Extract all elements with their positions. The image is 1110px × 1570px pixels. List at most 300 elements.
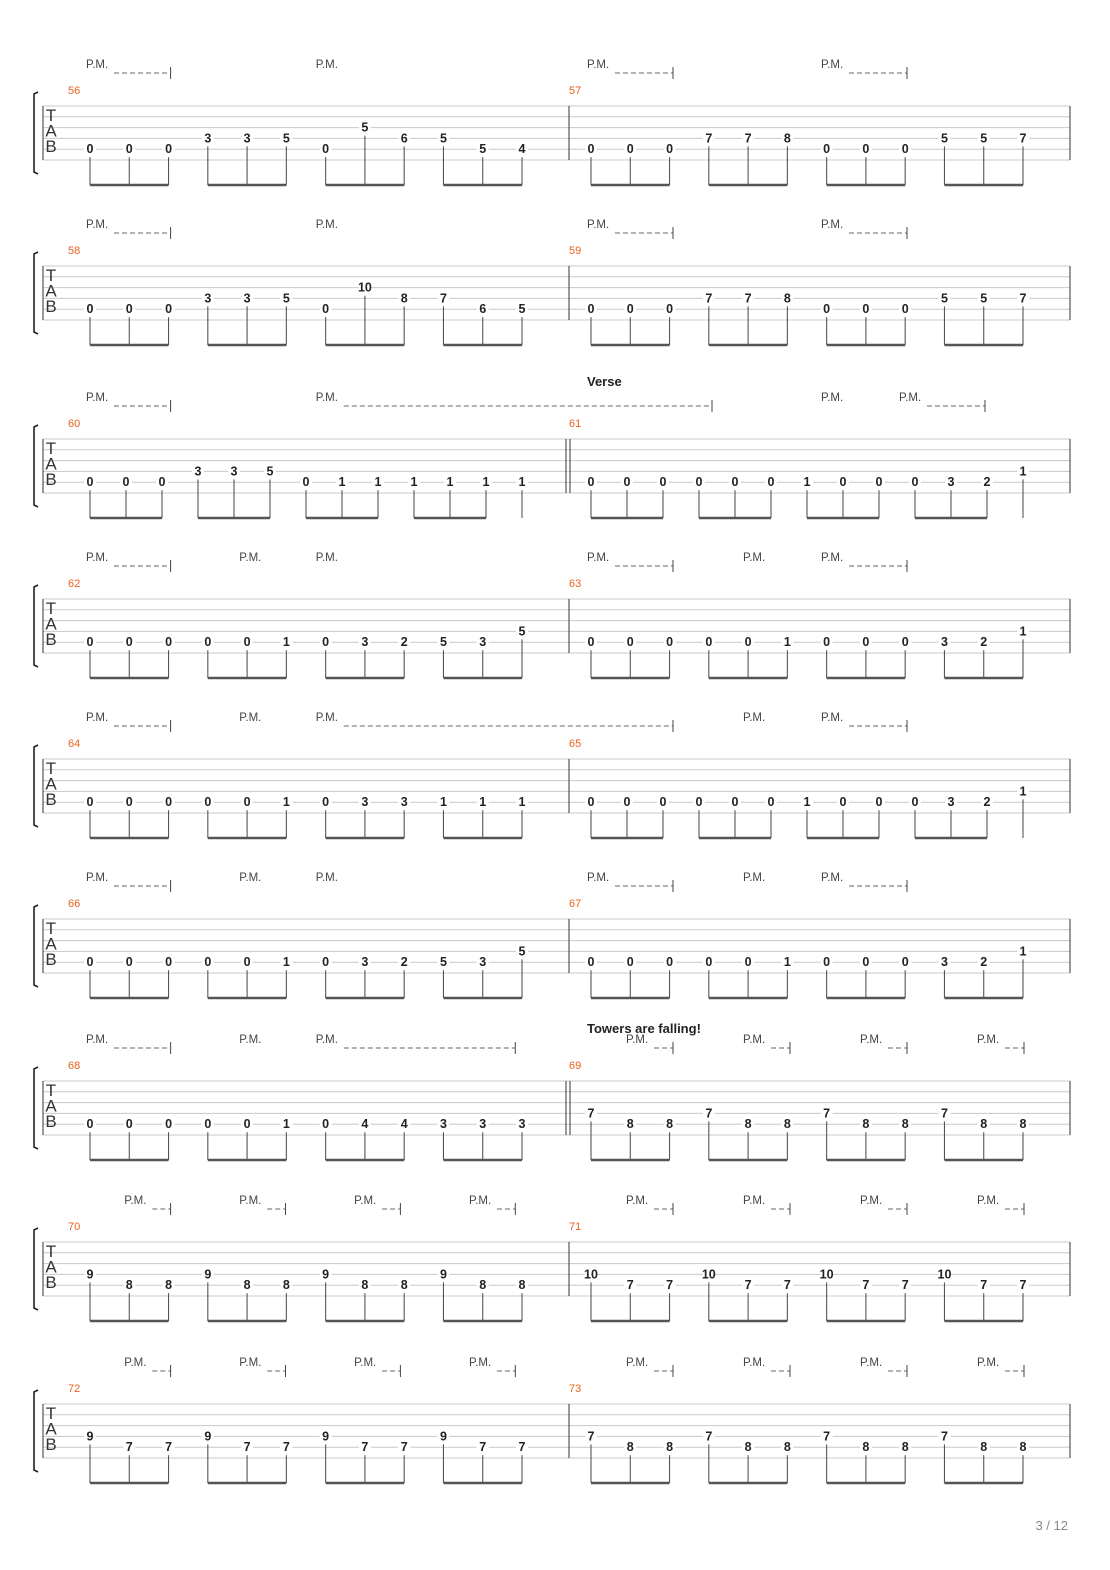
fret-number: 3 [479,955,487,970]
fret-number: 0 [322,1117,330,1132]
fret-number: 7 [705,1106,713,1121]
fret-number: 0 [911,795,919,810]
palm-mute-label: P.M. [239,552,262,564]
palm-mute-label: P.M. [587,219,610,231]
fret-number: 1 [1019,464,1027,479]
fret-number: 9 [439,1267,447,1282]
palm-mute-label: P.M. [315,392,338,404]
fret-number: 0 [626,142,634,157]
tab-clef-letter: B [45,137,57,156]
fret-number: 7 [744,291,752,306]
fret-number: 5 [266,464,274,479]
fret-number: 0 [165,302,173,317]
palm-mute-label: P.M. [821,219,844,231]
fret-number: 1 [439,795,447,810]
fret-number: 8 [1019,1117,1027,1132]
tab-clef-letter: T [45,759,57,778]
fret-number: 9 [86,1429,94,1444]
fret-number: 0 [823,302,831,317]
fret-number: 8 [518,1278,526,1293]
fret-number: 1 [518,475,526,490]
fret-number: 8 [666,1117,674,1132]
palm-mute-label: P.M. [354,1195,377,1207]
palm-mute-label: P.M. [977,1195,1000,1207]
palm-mute-label: P.M. [743,1034,766,1046]
fret-number: 2 [980,635,988,650]
fret-number: 1 [282,955,290,970]
fret-number: 5 [361,120,369,135]
fret-number: 0 [204,1117,212,1132]
fret-number: 3 [361,635,369,650]
fret-number: 7 [901,1278,909,1293]
fret-number: 7 [282,1440,290,1455]
section-marker: Towers are falling! [587,1021,701,1036]
fret-number: 0 [158,475,166,490]
fret-number: 7 [626,1278,634,1293]
tab-clef-letter: B [45,790,57,809]
fret-number: 7 [587,1429,595,1444]
fret-number: 7 [518,1440,526,1455]
fret-number: 0 [204,635,212,650]
fret-number: 0 [125,1117,133,1132]
fret-number: 0 [695,475,703,490]
fret-number: 5 [282,131,290,146]
fret-number: 1 [518,795,526,810]
fret-number: 0 [165,955,173,970]
fret-number: 5 [518,302,526,317]
fret-number: 0 [659,795,667,810]
staff-bracket [34,1390,38,1472]
palm-mute-label: P.M. [354,1357,377,1369]
fret-number: 0 [901,142,909,157]
fret-number: 8 [744,1440,752,1455]
fret-number: 0 [322,955,330,970]
tab-clef-letter: B [45,1112,57,1131]
tab-clef-letter: B [45,297,57,316]
tab-clef-letter: B [45,1435,57,1454]
palm-mute-label: P.M. [743,872,766,884]
fret-number: 8 [744,1117,752,1132]
fret-number: 1 [410,475,418,490]
fret-number: 0 [587,795,595,810]
fret-number: 0 [86,635,94,650]
fret-number: 7 [862,1278,870,1293]
fret-number: 0 [86,795,94,810]
palm-mute-label: P.M. [315,1034,338,1046]
fret-number: 8 [1019,1440,1027,1455]
palm-mute-label: P.M. [626,1034,649,1046]
palm-mute-label: P.M. [860,1357,883,1369]
palm-mute-label: P.M. [743,712,766,724]
fret-number: 0 [165,142,173,157]
fret-number: 0 [243,635,251,650]
tab-clef-letter: T [45,1081,57,1100]
fret-number: 0 [666,302,674,317]
palm-mute-label: P.M. [821,872,844,884]
fret-number: 7 [400,1440,408,1455]
fret-number: 5 [439,955,447,970]
fret-number: 1 [479,795,487,810]
fret-number: 0 [911,475,919,490]
fret-number: 0 [875,795,883,810]
palm-mute-label: P.M. [315,219,338,231]
fret-number: 0 [165,795,173,810]
palm-mute-label: P.M. [587,59,610,71]
fret-number: 0 [744,635,752,650]
fret-number: 1 [1019,624,1027,639]
tab-clef-letter: A [45,934,57,954]
fret-number: 1 [282,1117,290,1132]
fret-number: 2 [400,955,408,970]
fret-number: 0 [243,955,251,970]
fret-number: 1 [482,475,490,490]
fret-number: 5 [940,131,948,146]
fret-number: 7 [587,1106,595,1121]
fret-number: 7 [666,1278,674,1293]
palm-mute-label: P.M. [626,1195,649,1207]
palm-mute-label: P.M. [743,552,766,564]
tab-clef-letter: B [45,470,57,489]
measure-number: 70 [68,1221,81,1233]
fret-number: 0 [731,475,739,490]
measure-number: 69 [569,1060,582,1072]
fret-number: 0 [705,955,713,970]
palm-mute-label: P.M. [86,872,109,884]
palm-mute-label: P.M. [587,872,610,884]
fret-number: 3 [479,1117,487,1132]
tab-clef-letter: A [45,121,57,141]
fret-number: 8 [626,1440,634,1455]
fret-number: 0 [705,635,713,650]
palm-mute-label: P.M. [977,1357,1000,1369]
fret-number: 7 [361,1440,369,1455]
fret-number: 0 [587,955,595,970]
fret-number: 7 [243,1440,251,1455]
fret-number: 0 [767,795,775,810]
fret-number: 3 [194,464,202,479]
fret-number: 8 [400,1278,408,1293]
staff-bracket [34,745,38,827]
measure-number: 60 [68,418,81,430]
fret-number: 0 [587,635,595,650]
fret-number: 0 [587,475,595,490]
fret-number: 9 [322,1267,330,1282]
tab-clef-letter: A [45,1096,57,1116]
fret-number: 0 [243,795,251,810]
fret-number: 7 [1019,1278,1027,1293]
tab-clef-letter: B [45,950,57,969]
fret-number: 0 [587,142,595,157]
fret-number: 0 [875,475,883,490]
fret-number: 0 [862,302,870,317]
fret-number: 3 [361,795,369,810]
staff-bracket [34,905,38,987]
staff-bracket [34,1228,38,1310]
fret-number: 0 [86,1117,94,1132]
fret-number: 0 [86,475,94,490]
palm-mute-label: P.M. [821,712,844,724]
fret-number: 7 [1019,131,1027,146]
staff-bracket [34,425,38,507]
fret-number: 3 [204,291,212,306]
measure-number: 62 [68,578,81,590]
fret-number: 7 [479,1440,487,1455]
measure-number: 68 [68,1060,81,1072]
fret-number: 2 [983,475,991,490]
measure-number: 59 [569,245,582,257]
fret-number: 8 [400,291,408,306]
fret-number: 3 [204,131,212,146]
fret-number: 3 [479,635,487,650]
fret-number: 1 [1019,944,1027,959]
fret-number: 9 [439,1429,447,1444]
fret-number: 10 [819,1267,834,1282]
palm-mute-label: P.M. [124,1357,147,1369]
fret-number: 7 [165,1440,173,1455]
fret-number: 8 [901,1440,909,1455]
tab-clef-letter: A [45,614,57,634]
tab-clef-letter: A [45,454,57,474]
fret-number: 3 [400,795,408,810]
fret-number: 8 [479,1278,487,1293]
fret-number: 3 [947,795,955,810]
fret-number: 3 [940,635,948,650]
tab-clef-letter: T [45,106,57,125]
section-marker: Verse [587,374,622,389]
fret-number: 0 [767,475,775,490]
measure-number: 65 [569,738,582,750]
fret-number: 0 [125,795,133,810]
tab-clef-letter: A [45,281,57,301]
palm-mute-label: P.M. [315,59,338,71]
measure-number: 64 [68,738,81,750]
palm-mute-label: P.M. [124,1195,147,1207]
fret-number: 7 [940,1429,948,1444]
palm-mute-label: P.M. [315,712,338,724]
staff-bracket [34,585,38,667]
fret-number: 0 [666,635,674,650]
palm-mute-label: P.M. [86,552,109,564]
fret-number: 1 [803,795,811,810]
fret-number: 5 [980,131,988,146]
palm-mute-label: P.M. [743,1195,766,1207]
fret-number: 7 [705,1429,713,1444]
fret-number: 8 [980,1440,988,1455]
fret-number: 7 [940,1106,948,1121]
palm-mute-label: P.M. [239,1034,262,1046]
staff-bracket [34,1067,38,1149]
fret-number: 5 [940,291,948,306]
fret-number: 8 [980,1117,988,1132]
fret-number: 3 [518,1117,526,1132]
fret-number: 3 [439,1117,447,1132]
fret-number: 7 [744,1278,752,1293]
fret-number: 0 [322,795,330,810]
measure-number: 66 [68,898,81,910]
fret-number: 8 [165,1278,173,1293]
palm-mute-label: P.M. [469,1357,492,1369]
fret-number: 0 [823,635,831,650]
fret-number: 1 [338,475,346,490]
fret-number: 3 [243,291,251,306]
fret-number: 1 [783,955,791,970]
fret-number: 3 [243,131,251,146]
fret-number: 0 [744,955,752,970]
fret-number: 5 [282,291,290,306]
fret-number: 7 [439,291,447,306]
fret-number: 0 [125,635,133,650]
fret-number: 0 [901,955,909,970]
fret-number: 5 [980,291,988,306]
palm-mute-label: P.M. [86,219,109,231]
fret-number: 9 [204,1267,212,1282]
palm-mute-label: P.M. [860,1195,883,1207]
fret-number: 10 [357,280,372,295]
fret-number: 7 [823,1106,831,1121]
fret-number: 1 [803,475,811,490]
fret-number: 0 [623,475,631,490]
fret-number: 2 [980,955,988,970]
fret-number: 0 [322,142,330,157]
fret-number: 7 [125,1440,133,1455]
palm-mute-label: P.M. [239,872,262,884]
fret-number: 0 [839,475,847,490]
measure-number: 63 [569,578,582,590]
palm-mute-label: P.M. [977,1034,1000,1046]
fret-number: 0 [204,955,212,970]
fret-number: 9 [322,1429,330,1444]
palm-mute-label: P.M. [239,712,262,724]
fret-number: 8 [361,1278,369,1293]
tab-clef-letter: B [45,1273,57,1292]
fret-number: 3 [230,464,238,479]
fret-number: 7 [1019,291,1027,306]
fret-number: 0 [125,302,133,317]
palm-mute-label: P.M. [860,1034,883,1046]
fret-number: 7 [783,1278,791,1293]
fret-number: 0 [626,955,634,970]
fret-number: 5 [439,131,447,146]
palm-mute-label: P.M. [86,59,109,71]
fret-number: 0 [623,795,631,810]
tab-clef-letter: T [45,439,57,458]
fret-number: 1 [446,475,454,490]
tab-clef-letter: A [45,1419,57,1439]
fret-number: 7 [744,131,752,146]
fret-number: 10 [937,1267,952,1282]
fret-number: 0 [901,302,909,317]
palm-mute-label: P.M. [239,1357,262,1369]
fret-number: 9 [86,1267,94,1282]
fret-number: 8 [862,1440,870,1455]
palm-mute-label: P.M. [86,712,109,724]
fret-number: 0 [322,302,330,317]
fret-number: 0 [204,795,212,810]
tab-clef-letter: B [45,630,57,649]
fret-number: 8 [901,1117,909,1132]
fret-number: 0 [86,142,94,157]
fret-number: 3 [361,955,369,970]
palm-mute-label: P.M. [899,392,922,404]
fret-number: 0 [695,795,703,810]
fret-number: 0 [823,955,831,970]
palm-mute-label: P.M. [743,1357,766,1369]
fret-number: 2 [983,795,991,810]
fret-number: 5 [518,944,526,959]
fret-number: 7 [980,1278,988,1293]
fret-number: 8 [666,1440,674,1455]
fret-number: 1 [282,795,290,810]
fret-number: 0 [666,142,674,157]
fret-number: 0 [823,142,831,157]
fret-number: 8 [783,1440,791,1455]
measure-number: 61 [569,418,582,430]
fret-number: 6 [400,131,408,146]
fret-number: 0 [243,1117,251,1132]
fret-number: 0 [626,635,634,650]
fret-number: 0 [86,955,94,970]
fret-number: 1 [783,635,791,650]
fret-number: 7 [705,131,713,146]
fret-number: 0 [587,302,595,317]
fret-number: 0 [659,475,667,490]
measure-number: 71 [569,1221,582,1233]
fret-number: 0 [122,475,130,490]
fret-number: 5 [479,142,487,157]
fret-number: 6 [479,302,487,317]
palm-mute-label: P.M. [821,552,844,564]
fret-number: 7 [823,1429,831,1444]
fret-number: 8 [783,131,791,146]
measure-number: 58 [68,245,81,257]
tab-clef-letter: T [45,919,57,938]
palm-mute-label: P.M. [315,552,338,564]
palm-mute-label: P.M. [626,1357,649,1369]
fret-number: 8 [783,1117,791,1132]
fret-number: 3 [947,475,955,490]
palm-mute-label: P.M. [239,1195,262,1207]
fret-number: 0 [125,955,133,970]
staff-bracket [34,252,38,334]
measure-number: 73 [569,1383,582,1395]
fret-number: 8 [783,291,791,306]
fret-number: 0 [731,795,739,810]
palm-mute-label: P.M. [821,392,844,404]
measure-number: 72 [68,1383,81,1395]
fret-number: 7 [705,291,713,306]
fret-number: 1 [1019,784,1027,799]
fret-number: 4 [400,1117,408,1132]
fret-number: 10 [584,1267,598,1282]
fret-number: 0 [862,955,870,970]
fret-number: 3 [940,955,948,970]
measure-number: 57 [569,85,582,97]
fret-number: 0 [839,795,847,810]
fret-number: 0 [165,1117,173,1132]
palm-mute-label: P.M. [821,59,844,71]
fret-number: 10 [701,1267,716,1282]
fret-number: 9 [204,1429,212,1444]
fret-number: 8 [125,1278,133,1293]
fret-number: 0 [862,635,870,650]
palm-mute-label: P.M. [86,1034,109,1046]
tab-clef-letter: A [45,1257,57,1277]
staff-bracket [34,92,38,174]
fret-number: 0 [165,635,173,650]
tab-clef-letter: T [45,1404,57,1423]
fret-number: 5 [518,624,526,639]
fret-number: 0 [86,302,94,317]
